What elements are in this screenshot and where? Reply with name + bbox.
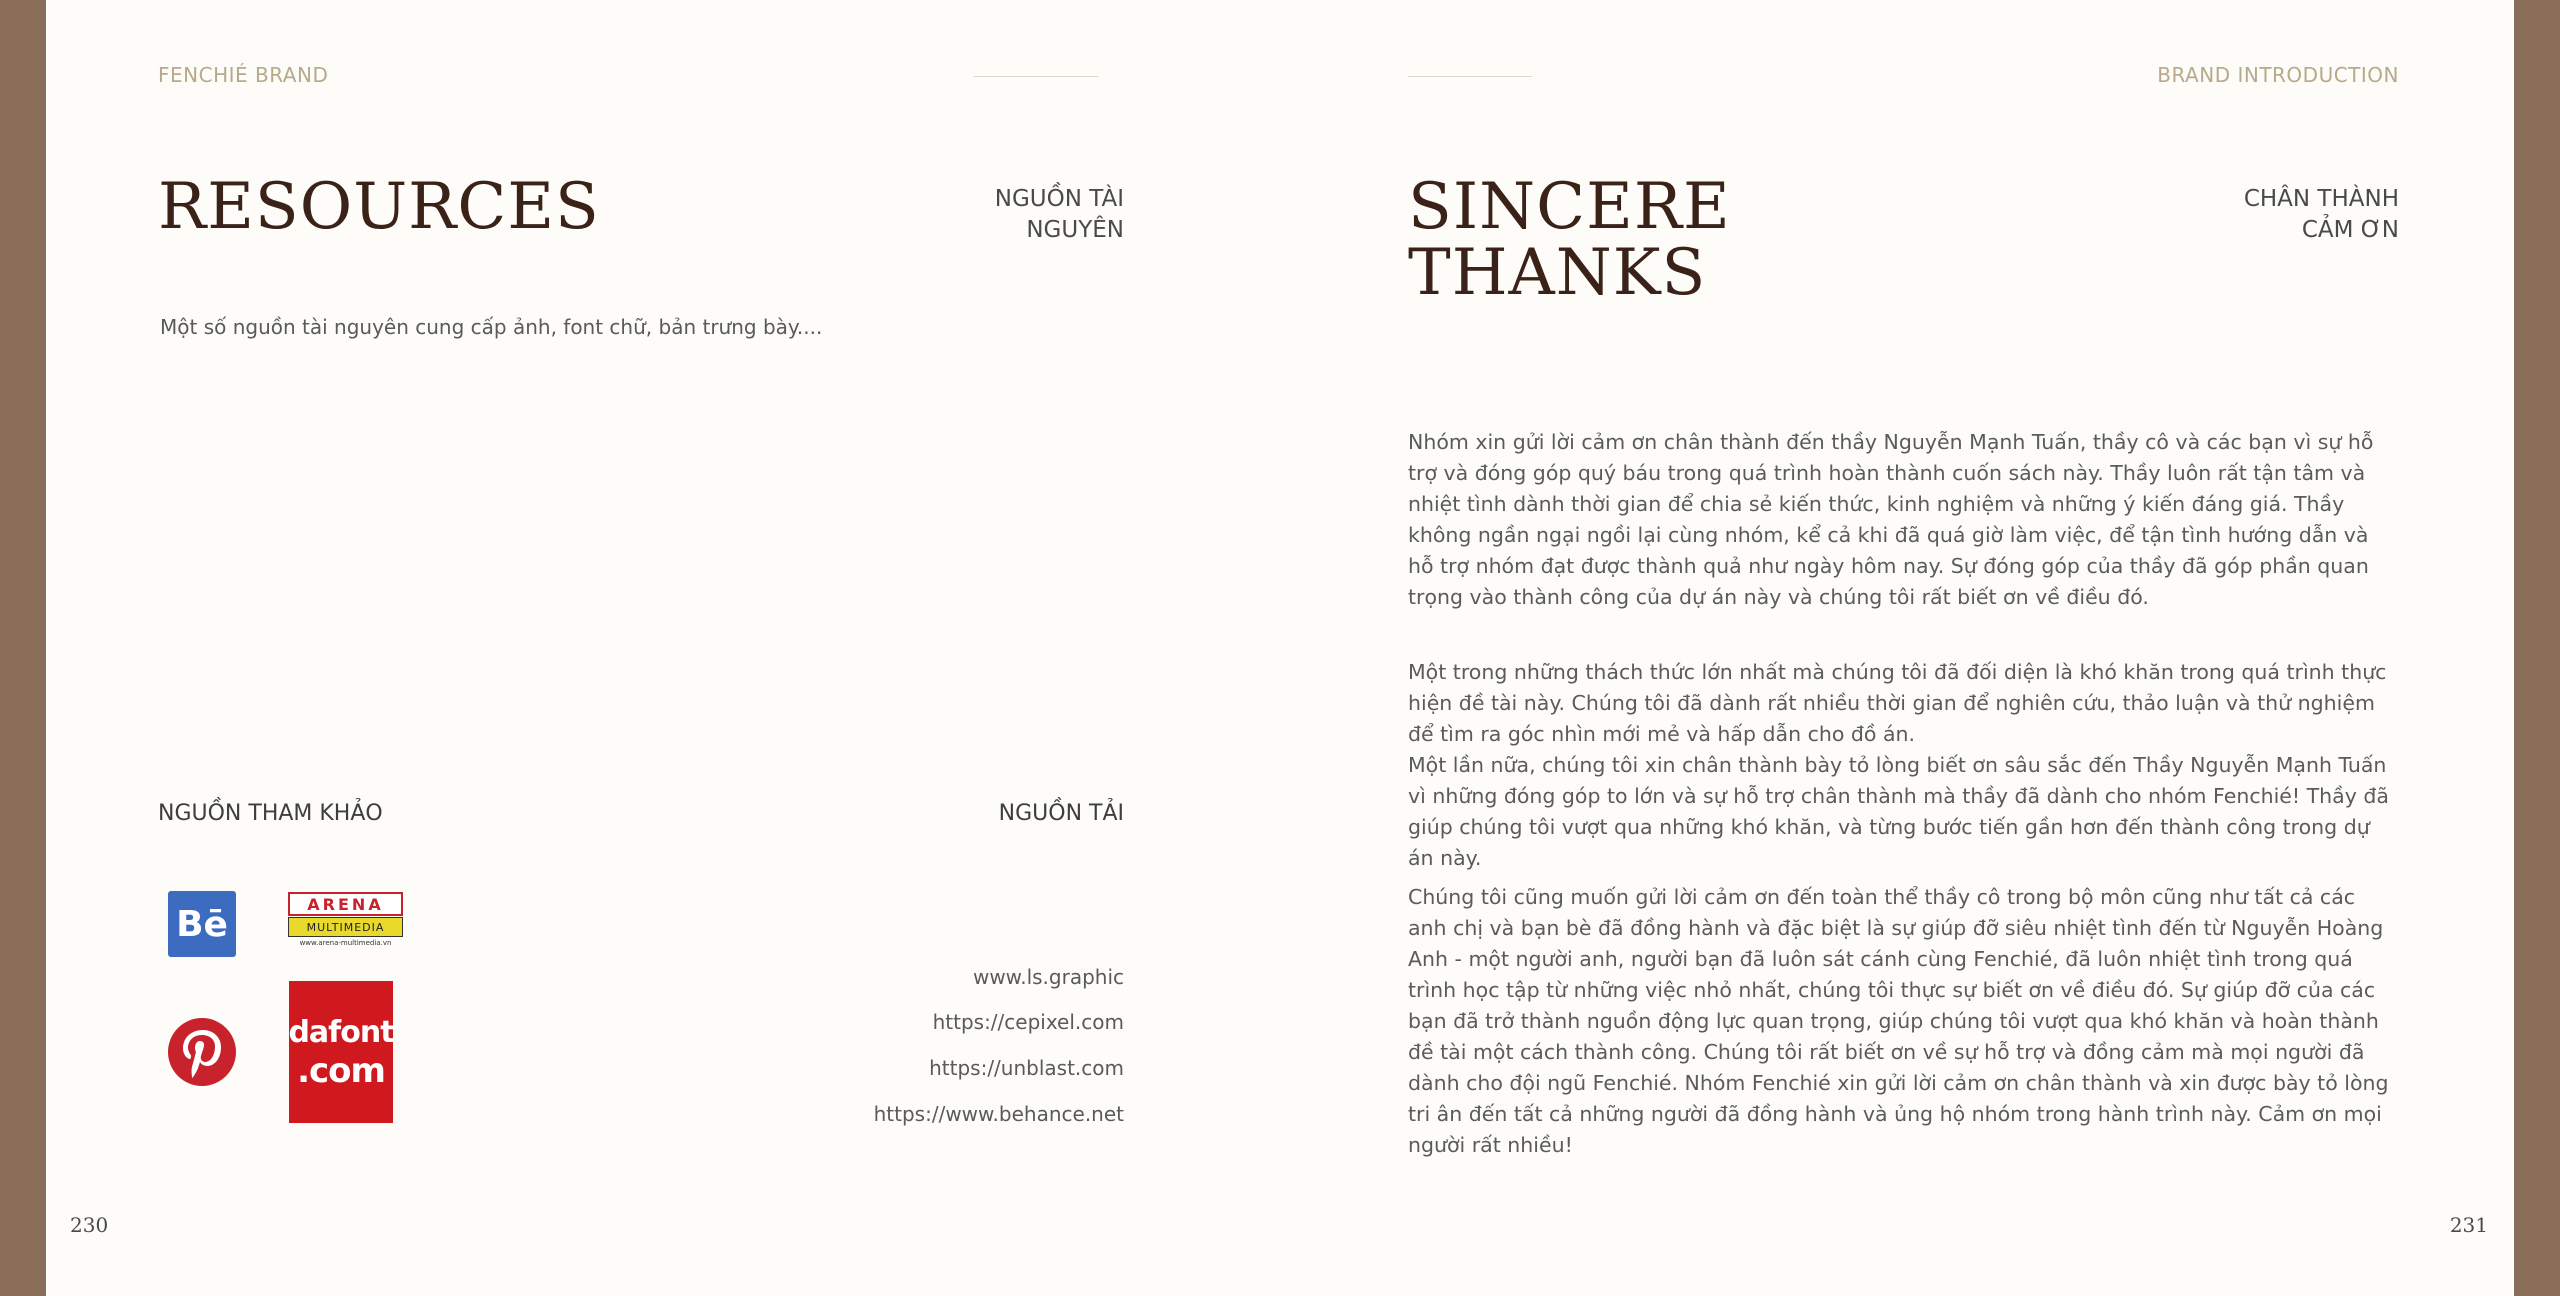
thanks-title <box>1408 170 1731 310</box>
header-rule-left <box>974 76 1098 77</box>
link-cepixel[interactable]: https://cepixel.com <box>932 1010 1124 1034</box>
link-ls-graphic[interactable]: www.ls.graphic <box>972 965 1124 989</box>
thanks-title-line-1: SINCERE <box>1408 170 1731 244</box>
page-subtitle <box>995 184 1124 246</box>
link-behance[interactable]: https://www.behance.net <box>873 1102 1124 1126</box>
subtitle-line-1: NGUỒN TÀI <box>994 186 1124 212</box>
behance-logo <box>168 891 236 957</box>
right-page <box>1280 0 2514 1296</box>
dafont-logo-line1: dafont <box>288 1015 394 1050</box>
header-rule-right <box>1408 76 1532 77</box>
page-title: RESOURCES <box>158 170 600 244</box>
paragraph-4: Chúng tôi cũng muốn gửi lời cảm ơn đến toàn thể thầy cô trong bộ môn cũng như tất cả các anh chị và bạn bè đã đồng hành và đặc biệt là sự giúp đỡ siêu nhiệt tình đến từ Nguyễn Hoàng Anh - một người anh, người bạn đã luôn sát cánh cùng Fenchié, đã luôn nhiệt tình trong quá trình học tập từ những việc nhỏ nhất, chúng tôi thực sự biết ơn về điều đó. Sự giúp đỡ của các bạn đã trở thành nguồn động lực quan trọng, giúp chúng tôi vượt qua khó khăn và hoàn thành đề tài một cách thành công. Chúng tôi rất biết ơn về sự hỗ trợ và đồng cảm mà mọi người đã dành cho đội ngũ Fenchié. Nhóm Fenchié xin gửi lời cảm ơn chân thành và xin được bày tỏ lòng tri ân đến tất cả những người đã đồng hành và ủng hộ nhóm trong hành trình này. Cảm ơn mọi người rất nhiều! <box>1408 885 2389 1157</box>
book-spread <box>46 0 2514 1296</box>
page-number-right: 231 <box>2449 1213 2488 1237</box>
arena-logo-url: www.arena-multimedia.vn <box>299 939 392 947</box>
behance-logo-text: Bē <box>176 903 228 945</box>
dafont-logo <box>289 981 393 1123</box>
thanks-subtitle <box>2244 184 2399 246</box>
link-unblast[interactable]: https://unblast.com <box>929 1056 1124 1080</box>
page-number-left: 230 <box>70 1213 109 1237</box>
subtitle-line-2: NGUYÊN <box>1026 217 1124 243</box>
dafont-logo-line2: .com <box>297 1051 385 1091</box>
arena-logo-top: ARENA <box>307 894 384 914</box>
pinterest-icon <box>167 1017 237 1087</box>
downloads-label: NGUỒN TẢI <box>998 801 1124 826</box>
paragraph-2: Một trong những thách thức lớn nhất mà chúng tôi đã đối diện là khó khăn trong quá trình thực hiện đề tài này. Chúng tôi đã dành rất nhiều thời gian để nghiên cứu, thảo luận và thử nghiệm để tìm ra góc nhìn mới mẻ và hấp dẫn cho đồ án. <box>1408 660 2387 746</box>
references-label: NGUỒN THAM KHẢO <box>158 801 383 826</box>
running-head-left: FENCHIÉ BRAND <box>158 63 329 87</box>
thanks-subtitle-line-2: CẢM ƠN <box>2301 217 2399 243</box>
arena-logo-bottom: MULTIMEDIA <box>306 920 385 934</box>
paragraph-3: Một lần nữa, chúng tôi xin chân thành bày tỏ lòng biết ơn sâu sắc đến Thầy Nguyễn Mạnh Tuấn vì những đóng góp to lớn và sự hỗ trợ chân thành mà thầy đã dành cho nhóm Fenchié! Thầy đã giúp chúng tôi vượt qua những khó khăn, và từng bước tiến gần hơn đến thành công trong dự án này. <box>1408 753 2389 870</box>
pinterest-logo <box>167 1017 237 1087</box>
thanks-subtitle-line-1: CHÂN THÀNH <box>2243 186 2399 212</box>
running-head-right: BRAND INTRODUCTION <box>2157 63 2399 87</box>
paragraph-1: Nhóm xin gửi lời cảm ơn chân thành đến thầy Nguyễn Mạnh Tuấn, thầy cô và các bạn vì sự hỗ trợ và đóng góp quý báu trong quá trình hoàn thành cuốn sách này. Thầy luôn rất tận tâm và nhiệt tình dành thời gian để chia sẻ kiến thức, kinh nghiệm và những ý kiến đáng giá. Thầy không ngần ngại ngồi lại cùng nhóm, kể cả khi đã quá giờ làm việc, để tận tình hướng dẫn và hỗ trợ nhóm đạt được thành quả như ngày hôm nay. Sự đóng góp của thầy đã góp phần quan trọng vào thành công của dự án này và chúng tôi rất biết ơn về điều đó. <box>1408 430 2374 609</box>
intro-text: Một số nguồn tài nguyên cung cấp ảnh, font chữ, bản trưng bày.... <box>160 315 823 339</box>
thanks-title-line-2: THANKS <box>1408 236 1707 310</box>
arena-multimedia-logo <box>288 892 403 952</box>
left-page <box>46 0 1280 1296</box>
